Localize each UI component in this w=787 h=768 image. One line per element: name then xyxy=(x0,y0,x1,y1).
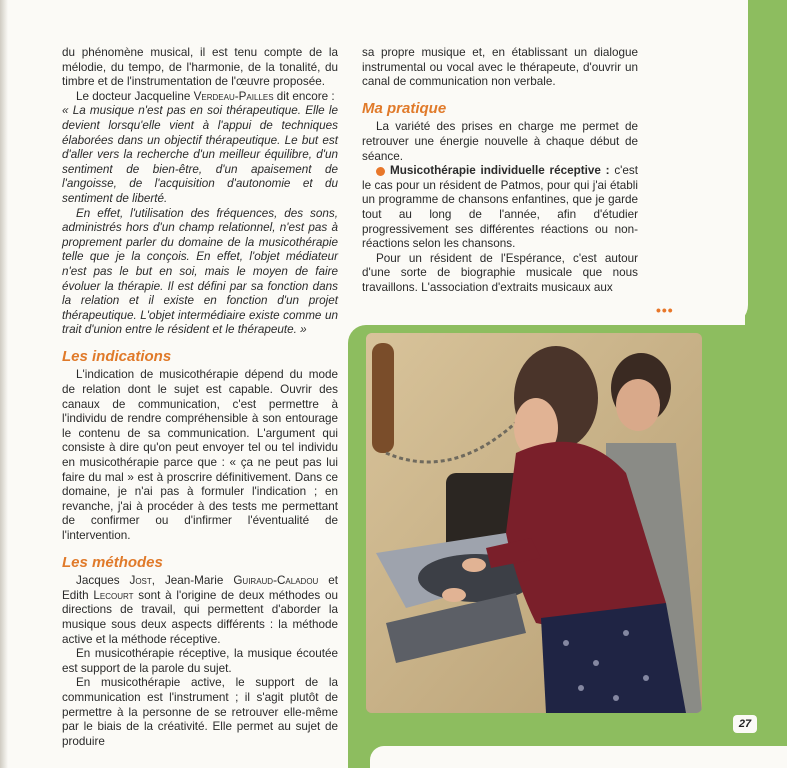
heading-methodes: Les méthodes xyxy=(62,553,163,571)
page-spine xyxy=(0,0,8,768)
music-therapy-photo xyxy=(366,333,702,713)
continued-paragraph: sa propre musique et, en établissant un dialogue instrumental ou vocal avec le thérapeute, d'ouvrir un canal de communication non verbale. xyxy=(362,46,638,89)
methodes-paragraph: Jacques Jost, Jean-Marie Guiraud-Caladou et Edith Lecourt sont à l'origine de deux méthodes ou directions de travail, qui permettent d'aborder la musique sous deux aspects différents : la méthode active et la méthode réceptive. xyxy=(62,574,339,646)
left-column xyxy=(62,46,338,749)
esperance-paragraph: Pour un résident de l'Espérance, c'est autour d'une sorte de biographie musicale que nous travaillons. L'association d'extraits musicaux aux xyxy=(362,251,638,294)
quote-paragraph-2: En effet, l'utilisation des fréquences, des sons, administrés hors d'un champ relationnel, n'est pas à proprement parler du domaine de la musicothérapie telle que je la conçois. En effet, l'objet médiateur n'est pas le but en soi, mais le moyen de faire évoluer la thérapie. Il est défini par sa fonction dans la relation et il existe en fonction d'un projet thérapeutique. L'objet intermédiaire existe comme un trait d'union entre le résident et le thérapeute. » xyxy=(62,206,338,337)
pratique-paragraph: La variété des prises en charge me permet de retrouver une énergie nouvelle à chaque début de séance. xyxy=(362,120,638,163)
active-paragraph: En musicothérapie active, le support de la communication est l'instrument ; il s'agit plutôt de permettre à la personne de se retrouver elle-même par le biais de la créativité. Elle permet au sujet de produire xyxy=(62,676,338,748)
heading-pratique: Ma pratique xyxy=(362,99,447,117)
right-column xyxy=(362,46,638,296)
quote-paragraph-1: « La musique n'est pas en soi thérapeutique. Elle le devient lorsqu'elle vient à l'appui de techniques élaborées dans un objectif thérapeutique. Le but est d'aller vers la recherche d'un meilleur équilibre, d'un sentiment de bien-être, d'un apaisement de l'angoisse, de l'acquisition d'autonomie et du sentiment de liberté. xyxy=(62,104,338,205)
indications-paragraph: L'indication de musicothérapie dépend du mode de relation dont le sujet est capable. Ouvrir des canaux de communication, c'est permettre à l'individu de rendre compréhensible à son entourage le contenu de sa communication. L'argument qui consiste à dire qu'on peut envoyer tel ou tel individu en musicothérapie parce que : « ça ne peut pas lui faire du mal » est à proscrire définitivement. Dans ce domaine, je n'ai pas à formuler l'indication ; en revanche, j'ai à procéder à des tests me permettant de confirmer ou d'infirmer l'éventualité de l'intervention. xyxy=(62,368,338,542)
receptive-bullet: Musicothérapie individuelle réceptive : c'est le cas pour un résident de Patmos, pour qui j'ai établi un programme de chansons enfantines, que je garde tout au long de l'année, afin d'étudier progressivement ses différentes réactions ou non-réactions selon les chansons. xyxy=(362,164,638,251)
page-number: 27 xyxy=(733,715,757,733)
continued-dots-icon: ••• xyxy=(656,302,674,318)
photo-illustration xyxy=(366,333,702,713)
bottom-strip xyxy=(370,746,787,768)
receptive-paragraph: En musicothérapie réceptive, la musique écoutée est support de la parole du sujet. xyxy=(62,647,338,675)
intro-paragraph: du phénomène musical, il est tenu compte de la mélodie, du tempo, de l'harmonie, de la tonalité, du timbre et de l'instrumentation de l'œuvre proposée. xyxy=(62,46,338,89)
verdeau-intro: Le docteur Jacqueline Verdeau-Pailles dit encore : xyxy=(76,89,335,103)
heading-indications: Les indications xyxy=(62,347,172,365)
bullet-dot-icon xyxy=(376,167,385,176)
